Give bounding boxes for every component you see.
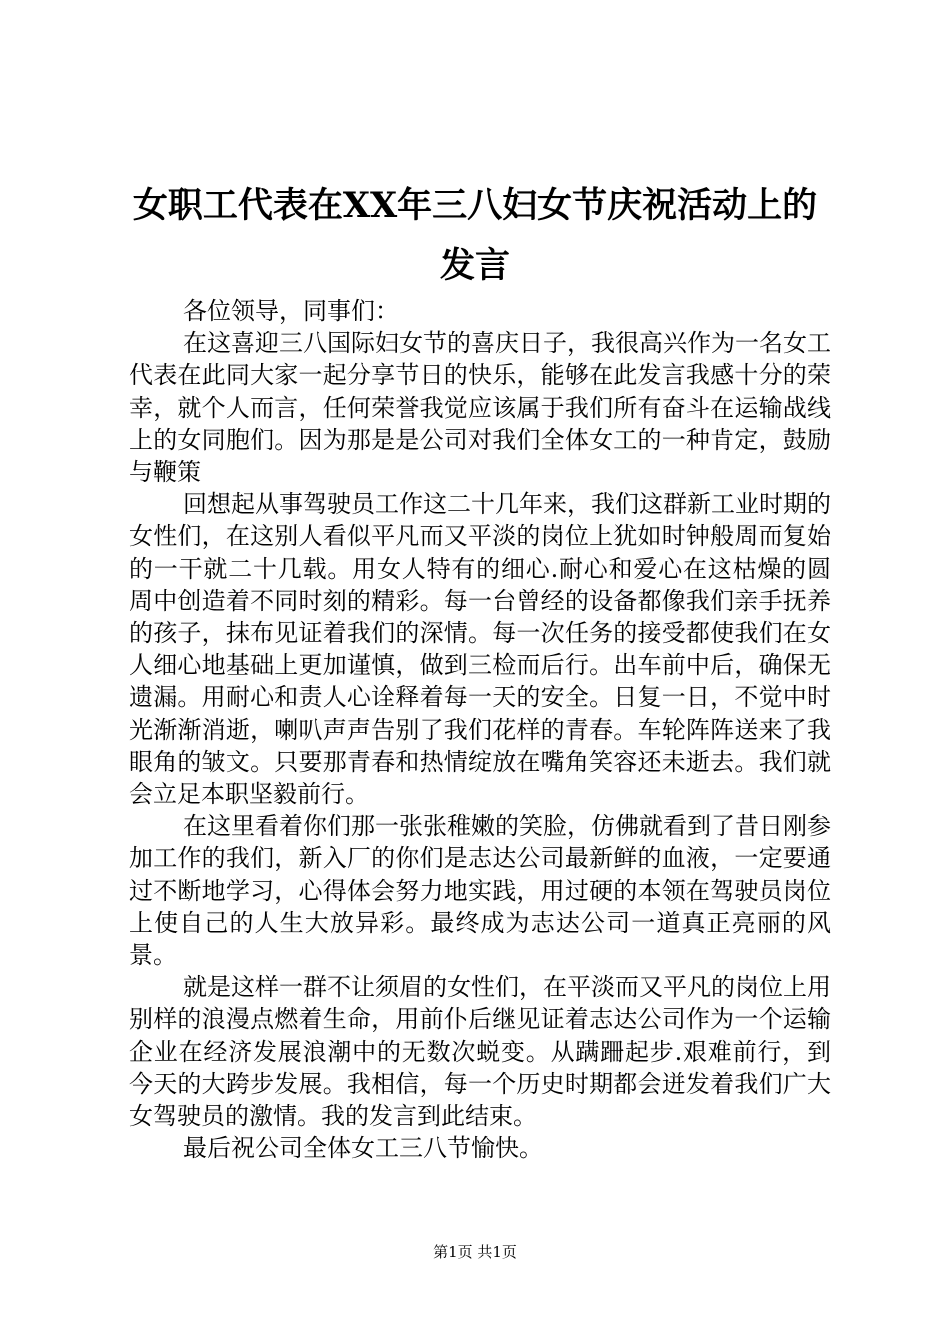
- body-paragraph: 在这里看着你们那一张张稚嫩的笑脸，仿佛就看到了昔日刚参加工作的我们，新入厂的你们是志达公司最新鲜的血液，一定要通过不断地学习，心得体会努力地实践，用过硬的本领在驾驶员岗位上使自己的人生大放异彩。最终成为志达公司一道真正亮丽的风景。: [129, 812, 831, 970]
- document-body: [129, 295, 831, 1164]
- salutation-paragraph: 各位领导，同事们：: [183, 297, 399, 325]
- page-number-footer: 第1页 共1页: [433, 1243, 517, 1261]
- body-paragraph: 回想起从事驾驶员工作这二十几年来，我们这群新工业时期的女性们，在这别人看似平凡而又平淡的岗位上犹如时钟般周而复始的一干就二十几载。用女人特有的细心.耐心和爱心在这枯燥的圆周中创造着不同时刻的精彩。每一台曾经的设备都像我们亲手抚养的孩子，抹布见证着我们的深情。每一次任务的接受都使我们在女人细心地基础上更加谨慎，做到三检而后行。出车前中后，确保无遗漏。用耐心和责人心诠释着每一天的安全。日复一日，不觉中时光渐渐消逝，喇叭声声告别了我们花样的青春。车轮阵阵送来了我眼角的皱文。只要那青春和热情绽放在嘴角笑容还未逝去。我们就会立足本职坚毅前行。: [129, 490, 831, 809]
- body-paragraph: 在这喜迎三八国际妇女节的喜庆日子，我很高兴作为一名女工代表在此同大家一起分享节日的快乐，能够在此发言我感十分的荣幸，就个人而言，任何荣誉我觉应该属于我们所有奋斗在运输战线上的女同胞们。因为那是是公司对我们全体女工的一种肯定，鼓励与鞭策: [129, 329, 831, 487]
- body-paragraph: 就是这样一群不让须眉的女性们，在平淡而又平凡的岗位上用别样的浪漫点燃着生命，用前仆后继见证着志达公司作为一个运输企业在经济发展浪潮中的无数次蜕变。从蹒跚起步.艰难前行，到今天的大跨步发展。我相信，每一个历史时期都会迸发着我们广大女驾驶员的激情。我的发言到此结束。: [129, 973, 831, 1131]
- closing-paragraph: 最后祝公司全体女工三八节愉快。: [183, 1134, 543, 1163]
- document-title: 女职工代表在XX年三八妇女节庆祝活动上的发言: [132, 185, 818, 286]
